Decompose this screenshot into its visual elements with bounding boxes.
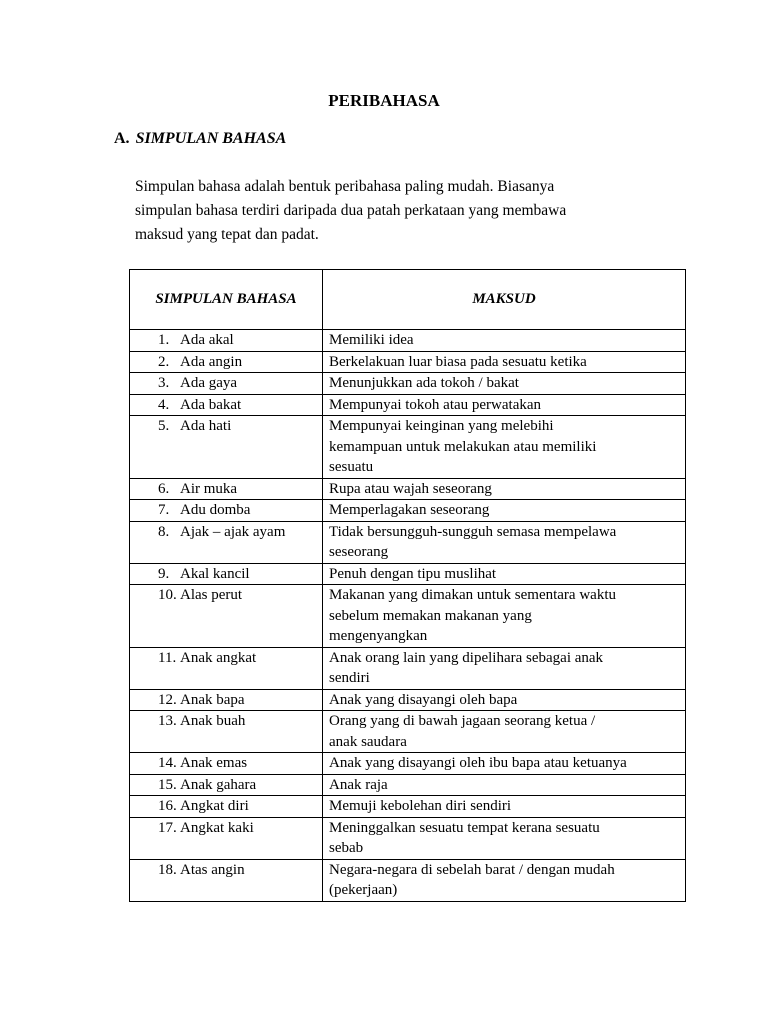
maksud-cell — [323, 330, 686, 352]
intro-paragraph — [135, 175, 655, 247]
maksud-line: Anak yang disayangi oleh bapa — [329, 691, 518, 708]
maksud-cell — [323, 394, 686, 416]
simpulan-term: Alas perut — [180, 587, 243, 603]
table-row — [130, 563, 686, 585]
simpulan-cell — [130, 711, 323, 753]
simpulan-term: Ada bakat — [180, 396, 242, 413]
table-row — [130, 478, 686, 500]
maksud-cell — [323, 753, 686, 775]
simpulan-term: Anak buah — [180, 713, 246, 729]
row-number: 15. — [158, 776, 177, 793]
maksud-line: sebab — [329, 840, 364, 856]
simpulan-cell — [130, 416, 323, 479]
simpulan-term: Anak angkat — [180, 649, 257, 666]
table-row — [130, 373, 686, 395]
maksud-line: Orang yang di bawah jagaan seorang ketua / — [329, 713, 596, 729]
maksud-line: Mempunyai keinginan yang melebihi — [329, 418, 554, 434]
maksud-cell — [323, 689, 686, 711]
maksud-cell — [323, 647, 686, 689]
maksud-cell — [323, 373, 686, 395]
maksud-line: Negara-negara di sebelah barat / dengan mudah — [329, 861, 615, 878]
row-number: 3. — [158, 375, 170, 391]
row-number: 4. — [158, 396, 170, 413]
peribahasa-table — [129, 269, 686, 902]
simpulan-cell — [130, 373, 323, 395]
header-maksud: MAKSUD — [323, 270, 686, 330]
row-number: 11. — [158, 649, 177, 666]
simpulan-cell — [130, 817, 323, 859]
table-header-row — [130, 270, 686, 330]
simpulan-term: Ada angin — [180, 353, 243, 370]
maksud-cell — [323, 774, 686, 796]
table-row — [130, 753, 686, 775]
simpulan-cell — [130, 478, 323, 500]
maksud-line: Rupa atau wajah seseorang — [329, 480, 492, 497]
simpulan-cell — [130, 330, 323, 352]
maksud-line: Anak yang disayangi oleh ibu bapa atau ketuanya — [329, 755, 627, 771]
row-number: 8. — [158, 523, 170, 540]
simpulan-cell — [130, 521, 323, 563]
simpulan-term: Adu domba — [180, 502, 251, 518]
maksud-line: Memperlagakan seseorang — [329, 502, 490, 518]
section-heading — [114, 130, 286, 148]
row-number: 13. — [158, 713, 177, 729]
table-row — [130, 774, 686, 796]
maksud-cell — [323, 817, 686, 859]
row-number: 9. — [158, 565, 170, 582]
table-row — [130, 416, 686, 479]
section-letter: A. — [114, 130, 130, 147]
row-number: 10. — [158, 587, 177, 603]
maksud-line: sesuatu — [329, 459, 374, 475]
page-title: PERIBAHASA — [328, 91, 440, 110]
maksud-line: Makanan yang dimakan untuk sementara waktu — [329, 587, 616, 603]
maksud-line: Tidak bersungguh-sungguh semasa mempelawa — [329, 523, 617, 540]
maksud-cell — [323, 351, 686, 373]
simpulan-cell — [130, 859, 323, 901]
table-row — [130, 796, 686, 818]
maksud-line: Anak raja — [329, 776, 388, 793]
simpulan-cell — [130, 585, 323, 648]
simpulan-term: Anak emas — [180, 755, 248, 771]
maksud-cell — [323, 585, 686, 648]
simpulan-term: Ada hati — [180, 418, 232, 434]
table-body — [130, 330, 686, 902]
maksud-line: sendiri — [329, 670, 370, 686]
simpulan-cell — [130, 394, 323, 416]
maksud-line: seseorang — [329, 544, 389, 560]
table-row — [130, 711, 686, 753]
maksud-line: Penuh dengan tipu muslihat — [329, 565, 497, 582]
header-simpulan-bahasa: SIMPULAN BAHASA — [130, 270, 323, 330]
maksud-line: Memiliki idea — [329, 332, 414, 348]
simpulan-cell — [130, 774, 323, 796]
maksud-line: Memuji kebolehan diri sendiri — [329, 798, 512, 814]
table-row — [130, 500, 686, 522]
maksud-line: sebelum memakan makanan yang — [329, 607, 532, 624]
table-row — [130, 647, 686, 689]
simpulan-cell — [130, 563, 323, 585]
table-row — [130, 585, 686, 648]
simpulan-term: Ada gaya — [180, 375, 238, 391]
simpulan-cell — [130, 647, 323, 689]
maksud-line: mengenyangkan — [329, 628, 428, 644]
row-number: 16. — [158, 798, 177, 814]
row-number: 14. — [158, 755, 177, 771]
intro-line: simpulan bahasa terdiri daripada dua patah perkataan yang membawa — [135, 202, 567, 219]
table-row — [130, 817, 686, 859]
maksud-cell — [323, 796, 686, 818]
simpulan-term: Angkat diri — [180, 798, 249, 814]
simpulan-term: Akal kancil — [180, 565, 250, 582]
simpulan-cell — [130, 500, 323, 522]
maksud-cell — [323, 859, 686, 901]
simpulan-cell — [130, 351, 323, 373]
row-number: 12. — [158, 691, 177, 708]
maksud-line: Meninggalkan sesuatu tempat kerana sesuatu — [329, 819, 600, 836]
row-number: 18. — [158, 861, 177, 878]
simpulan-term: Ajak – ajak ayam — [180, 523, 286, 540]
intro-line: maksud yang tepat dan padat. — [135, 226, 319, 243]
table-row — [130, 859, 686, 901]
row-number: 2. — [158, 353, 170, 370]
simpulan-term: Anak gahara — [180, 776, 257, 793]
maksud-line: Mempunyai tokoh atau perwatakan — [329, 396, 542, 413]
maksud-line: anak saudara — [329, 733, 407, 750]
maksud-line: (pekerjaan) — [329, 882, 398, 898]
maksud-line: Anak orang lain yang dipelihara sebagai anak — [329, 649, 604, 666]
maksud-cell — [323, 416, 686, 479]
maksud-line: kemampuan untuk melakukan atau memiliki — [329, 438, 597, 455]
row-number: 1. — [158, 332, 170, 348]
row-number: 17. — [158, 819, 177, 836]
table-row — [130, 689, 686, 711]
maksud-cell — [323, 711, 686, 753]
simpulan-cell — [130, 689, 323, 711]
table-row — [130, 394, 686, 416]
simpulan-cell — [130, 796, 323, 818]
section-title: SIMPULAN BAHASA — [135, 130, 287, 147]
maksud-cell — [323, 478, 686, 500]
row-number: 7. — [158, 502, 170, 518]
row-number: 6. — [158, 480, 170, 497]
intro-line: Simpulan bahasa adalah bentuk peribahasa paling mudah. Biasanya — [135, 178, 555, 195]
simpulan-cell — [130, 753, 323, 775]
table-row — [130, 330, 686, 352]
maksud-line: Menunjukkan ada tokoh / bakat — [329, 375, 519, 391]
maksud-line: Berkelakuan luar biasa pada sesuatu ketika — [329, 353, 587, 370]
table-row — [130, 351, 686, 373]
table-row — [130, 521, 686, 563]
maksud-cell — [323, 563, 686, 585]
simpulan-term: Angkat kaki — [180, 819, 254, 836]
row-number: 5. — [158, 418, 170, 434]
maksud-cell — [323, 500, 686, 522]
simpulan-term: Atas angin — [180, 861, 245, 878]
simpulan-term: Anak bapa — [180, 691, 245, 708]
simpulan-term: Air muka — [180, 480, 238, 497]
maksud-cell — [323, 521, 686, 563]
simpulan-term: Ada akal — [180, 332, 234, 348]
